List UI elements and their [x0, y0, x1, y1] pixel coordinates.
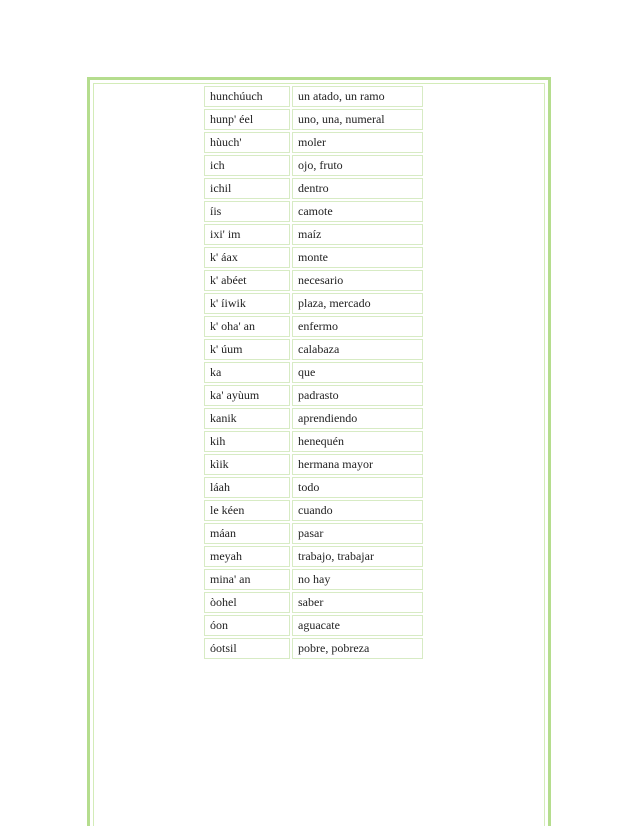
- maya-word-cell: íis: [204, 201, 290, 222]
- spanish-translation-cell: monte: [292, 247, 423, 268]
- spanish-translation-cell: calabaza: [292, 339, 423, 360]
- spanish-translation-cell: pobre, pobreza: [292, 638, 423, 659]
- maya-word-cell: láah: [204, 477, 290, 498]
- spanish-translation-cell: moler: [292, 132, 423, 153]
- spanish-translation-cell: camote: [292, 201, 423, 222]
- spanish-translation-cell: cuando: [292, 500, 423, 521]
- table-row: [204, 615, 423, 636]
- table-row: [204, 247, 423, 268]
- table-row: [204, 270, 423, 291]
- table-row: [204, 86, 423, 107]
- spanish-translation-cell: hermana mayor: [292, 454, 423, 475]
- maya-word-cell: k' áax: [204, 247, 290, 268]
- spanish-translation-cell: henequén: [292, 431, 423, 452]
- table-row: [204, 546, 423, 567]
- spanish-translation-cell: enfermo: [292, 316, 423, 337]
- maya-word-cell: ich: [204, 155, 290, 176]
- spanish-translation-cell: trabajo, trabajar: [292, 546, 423, 567]
- spanish-translation-cell: todo: [292, 477, 423, 498]
- maya-word-cell: óon: [204, 615, 290, 636]
- table-row: [204, 569, 423, 590]
- maya-word-cell: kih: [204, 431, 290, 452]
- vocabulary-table-body: [204, 86, 423, 659]
- maya-word-cell: k' abéet: [204, 270, 290, 291]
- table-row: [204, 408, 423, 429]
- maya-word-cell: mina' an: [204, 569, 290, 590]
- table-row: [204, 638, 423, 659]
- spanish-translation-cell: aprendiendo: [292, 408, 423, 429]
- table-row: [204, 500, 423, 521]
- maya-word-cell: máan: [204, 523, 290, 544]
- table-row: [204, 155, 423, 176]
- table-row: [204, 293, 423, 314]
- maya-word-cell: kanik: [204, 408, 290, 429]
- maya-word-cell: le kéen: [204, 500, 290, 521]
- table-row: [204, 178, 423, 199]
- spanish-translation-cell: padrasto: [292, 385, 423, 406]
- maya-word-cell: k' oha' an: [204, 316, 290, 337]
- spanish-translation-cell: dentro: [292, 178, 423, 199]
- spanish-translation-cell: pasar: [292, 523, 423, 544]
- maya-word-cell: ichil: [204, 178, 290, 199]
- spanish-translation-cell: necesario: [292, 270, 423, 291]
- vocabulary-table: [202, 84, 425, 661]
- spanish-translation-cell: uno, una, numeral: [292, 109, 423, 130]
- table-row: [204, 201, 423, 222]
- table-row: [204, 224, 423, 245]
- table-row: [204, 385, 423, 406]
- table-row: [204, 523, 423, 544]
- table-row: [204, 592, 423, 613]
- maya-word-cell: ixi' im: [204, 224, 290, 245]
- spanish-translation-cell: ojo, fruto: [292, 155, 423, 176]
- spanish-translation-cell: saber: [292, 592, 423, 613]
- maya-word-cell: meyah: [204, 546, 290, 567]
- table-row: [204, 362, 423, 383]
- table-row: [204, 454, 423, 475]
- maya-word-cell: hunchúuch: [204, 86, 290, 107]
- spanish-translation-cell: plaza, mercado: [292, 293, 423, 314]
- maya-word-cell: k' úum: [204, 339, 290, 360]
- spanish-translation-cell: no hay: [292, 569, 423, 590]
- table-row: [204, 477, 423, 498]
- spanish-translation-cell: que: [292, 362, 423, 383]
- table-row: [204, 132, 423, 153]
- spanish-translation-cell: aguacate: [292, 615, 423, 636]
- table-row: [204, 431, 423, 452]
- maya-word-cell: kìik: [204, 454, 290, 475]
- spanish-translation-cell: un atado, un ramo: [292, 86, 423, 107]
- table-row: [204, 339, 423, 360]
- maya-word-cell: k' íiwik: [204, 293, 290, 314]
- maya-word-cell: ka' ayùum: [204, 385, 290, 406]
- maya-word-cell: hùuch': [204, 132, 290, 153]
- spanish-translation-cell: maíz: [292, 224, 423, 245]
- maya-word-cell: ka: [204, 362, 290, 383]
- table-row: [204, 316, 423, 337]
- maya-word-cell: óotsil: [204, 638, 290, 659]
- vocabulary-table-viewport: [202, 84, 432, 706]
- table-row: [204, 109, 423, 130]
- maya-word-cell: hunp' éel: [204, 109, 290, 130]
- maya-word-cell: òohel: [204, 592, 290, 613]
